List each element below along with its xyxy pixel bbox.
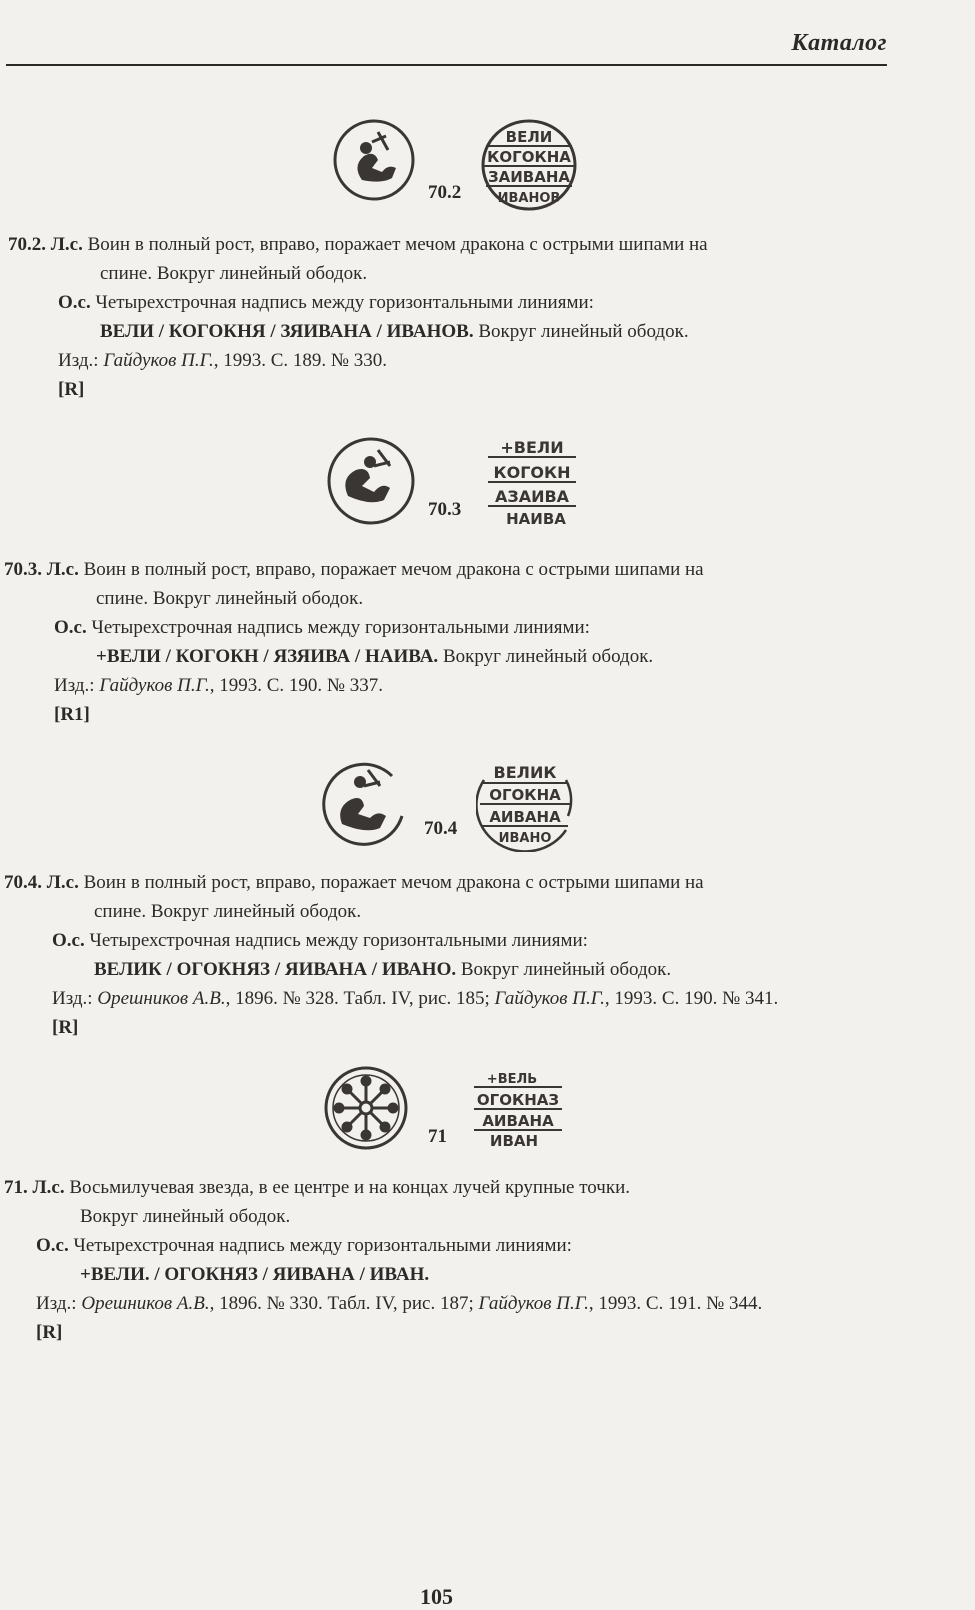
- obverse-label: Л.с.: [50, 234, 83, 255]
- legend-tail: Вокруг линейный ободок.: [442, 646, 654, 667]
- legend-line: АИВАНА: [482, 1112, 554, 1130]
- coin-reverse-70-2: [480, 118, 578, 212]
- reference-author: Гайдуков П.Г.: [99, 675, 210, 696]
- legend-line: АЗАИВА: [494, 487, 570, 506]
- figure-label: 71: [428, 1126, 447, 1147]
- reference-label: Изд.:: [52, 988, 93, 1009]
- reverse-description: Четырехстрочная надпись между горизонтальными линиями:: [89, 930, 588, 951]
- coin-figure-70-2: [332, 118, 416, 202]
- legend-line: ОГОКНА: [489, 786, 561, 804]
- reference-author: Орешников А.В.: [97, 988, 226, 1009]
- legend-line: ИВАНОВ: [497, 191, 561, 206]
- entry-number: 70.2.: [8, 234, 46, 255]
- legend-line: ИВАНО: [498, 831, 552, 846]
- figure-label: 70.4: [424, 818, 458, 839]
- obverse-label: Л.с.: [32, 1177, 65, 1198]
- coin-obverse-warrior: [322, 760, 410, 848]
- legend-tail: Вокруг линейный ободок.: [460, 959, 672, 980]
- reference-text: , 1896. № 330. Табл. IV, рис. 187;: [209, 1293, 479, 1314]
- legend-text: ВЕЛИК / ОГОКНЯЗ / ЯИВАНА / ИВАНО.: [94, 959, 457, 980]
- running-header: Каталог: [791, 30, 887, 56]
- coin-figure-70-3: [326, 436, 416, 526]
- obverse-description-cont: спине. Вокруг линейный ободок.: [94, 901, 362, 922]
- reverse-description: Четырехстрочная надпись между горизонтальными линиями:: [95, 292, 594, 313]
- catalog-entry-70-4: [4, 868, 778, 1042]
- obverse-description-cont: спине. Вокруг линейный ободок.: [96, 588, 364, 609]
- legend-line: АИВАНА: [489, 808, 561, 826]
- rarity: [R1]: [54, 704, 90, 725]
- catalog-entry-71: [4, 1173, 762, 1347]
- reference-label: Изд.:: [36, 1293, 77, 1314]
- obverse-description-cont: спине. Вокруг линейный ободок.: [100, 263, 368, 284]
- legend-text: +ВЕЛИ. / ОГОКНЯЗ / ЯИВАНА / ИВАН.: [80, 1264, 430, 1285]
- coin-obverse-star: [322, 1064, 410, 1152]
- obverse-description: Воин в полный рост, вправо, поражает мечом дракона с острыми шипами на: [83, 872, 704, 893]
- rarity: [R]: [52, 1017, 79, 1038]
- reverse-label: О.с.: [36, 1235, 69, 1256]
- legend-line: ОГОКНАЗ: [476, 1091, 560, 1109]
- obverse-description-cont: Вокруг линейный ободок.: [80, 1206, 291, 1227]
- reverse-description: Четырехстрочная надпись между горизонтальными линиями:: [91, 617, 590, 638]
- legend-line: ИВАН: [489, 1132, 539, 1150]
- coin-reverse-71: [470, 1066, 566, 1152]
- catalog-entry-70-2: [8, 230, 708, 404]
- reference-label: Изд.:: [54, 675, 95, 696]
- page-number: 105: [420, 1584, 453, 1609]
- legend-text: +ВЕЛИ / КОГОКН / ЯЗЯИВА / НАИВА.: [96, 646, 439, 667]
- reference-text: , 1993. С. 190. № 341.: [604, 988, 779, 1009]
- coin-reverse-70-4: [476, 756, 574, 852]
- entry-number: 71.: [4, 1177, 28, 1198]
- reverse-label: О.с.: [58, 292, 91, 313]
- reverse-label: О.с.: [54, 617, 87, 638]
- reverse-label: О.с.: [52, 930, 85, 951]
- reverse-description: Четырехстрочная надпись между горизонтальными линиями:: [73, 1235, 572, 1256]
- figure-label: 70.3: [428, 499, 462, 520]
- reference-label: Изд.:: [58, 350, 99, 371]
- reference-author: Гайдуков П.Г.: [478, 1293, 589, 1314]
- obverse-description: Воин в полный рост, вправо, поражает мечом дракона с острыми шипами на: [87, 234, 708, 255]
- entry-number: 70.4.: [4, 872, 42, 893]
- legend-line: НАИВА: [506, 510, 566, 528]
- legend-line: +ВЕЛИ: [500, 438, 564, 457]
- reference-text: , 1993. С. 190. № 337.: [209, 675, 384, 696]
- obverse-description: Восьмилучевая звезда, в ее центре и на концах лучей крупные точки.: [69, 1177, 630, 1198]
- legend-line: ЗАИВАНА: [487, 168, 571, 186]
- coin-obverse-warrior: [332, 118, 416, 202]
- reference-author: Гайдуков П.Г.: [494, 988, 605, 1009]
- coin-obverse-warrior: [326, 436, 416, 526]
- reference-author: Гайдуков П.Г.: [103, 350, 214, 371]
- rarity: [R]: [36, 1322, 63, 1343]
- legend-line: КОГОКН: [493, 463, 571, 482]
- coin-figure-70-4: [322, 760, 410, 848]
- legend-line: +ВЕЛЬ: [486, 1072, 538, 1087]
- figure-label: 70.2: [428, 182, 462, 203]
- legend-line: ВЕЛИ: [505, 128, 553, 146]
- coin-reverse-70-3: [484, 430, 580, 530]
- legend-line: КОГОКНА: [487, 148, 571, 166]
- legend-text: ВЕЛИ / КОГОКНЯ / ЗЯИВАНА / ИВАНОВ.: [100, 321, 474, 342]
- header-rule: [6, 64, 887, 66]
- obverse-label: Л.с.: [46, 872, 79, 893]
- coin-figure-71: [322, 1064, 410, 1152]
- catalog-entry-70-3: [4, 555, 704, 729]
- entry-number: 70.3.: [4, 559, 42, 580]
- legend-line: ВЕЛИК: [493, 763, 557, 782]
- reference-text: , 1896. № 328. Табл. IV, рис. 185;: [225, 988, 495, 1009]
- obverse-description: Воин в полный рост, вправо, поражает мечом дракона с острыми шипами на: [83, 559, 704, 580]
- rarity: [R]: [58, 379, 85, 400]
- reference-author: Орешников А.В.: [81, 1293, 210, 1314]
- legend-tail: Вокруг линейный ободок.: [478, 321, 689, 342]
- reference-text: , 1993. С. 189. № 330.: [213, 350, 388, 371]
- reference-text: , 1993. С. 191. № 344.: [588, 1293, 763, 1314]
- obverse-label: Л.с.: [46, 559, 79, 580]
